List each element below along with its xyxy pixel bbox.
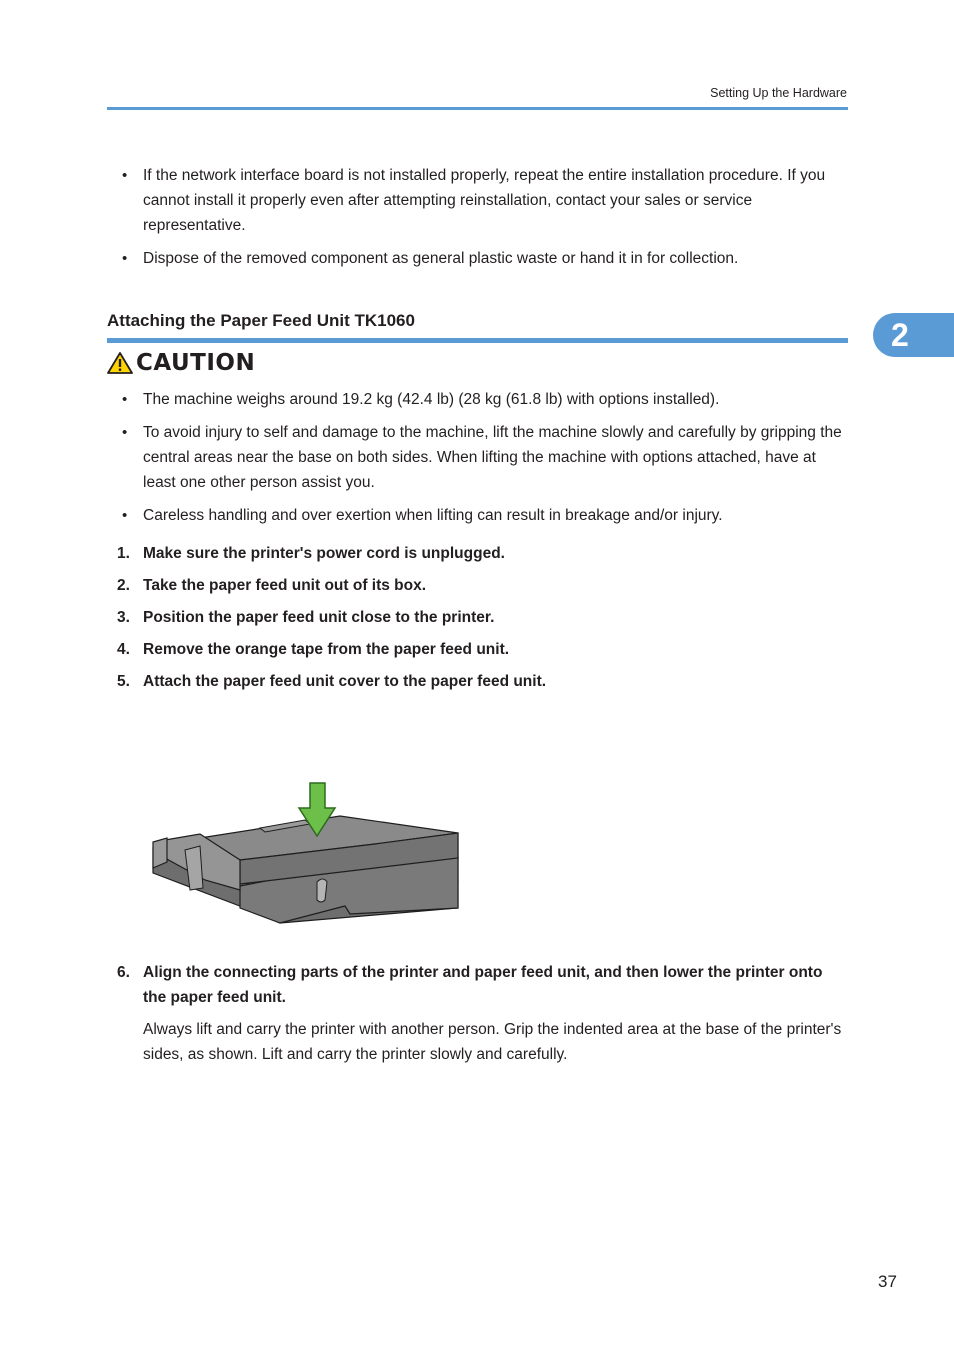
note-text: If the network interface board is not installed properly, repeat the entire installation procedure. If you cannot install it properly even after attempting reinstallation, contact your sales or service representative. bbox=[143, 167, 826, 234]
caution-item bbox=[107, 503, 848, 528]
note-text: Dispose of the removed component as general plastic waste or hand it in for collection. bbox=[143, 250, 739, 267]
running-header: Setting Up the Hardware bbox=[710, 86, 847, 100]
step-number: 2. bbox=[117, 577, 130, 594]
bullet-icon: • bbox=[122, 424, 128, 441]
step-item bbox=[107, 669, 848, 694]
caution-heading bbox=[107, 350, 255, 376]
step-text: Remove the orange tape from the paper feed unit. bbox=[143, 641, 510, 658]
bullet-icon: • bbox=[122, 167, 128, 184]
chapter-tab: 2 bbox=[873, 313, 954, 357]
caution-list bbox=[107, 387, 848, 536]
caution-text: Careless handling and over exertion when lifting can result in breakage and/or injury. bbox=[143, 507, 723, 524]
step-number: 4. bbox=[117, 641, 130, 658]
caution-label: CAUTION bbox=[136, 350, 256, 376]
step-text: Take the paper feed unit out of its box. bbox=[143, 577, 427, 594]
step-item bbox=[107, 573, 848, 598]
bullet-icon: • bbox=[122, 250, 128, 267]
note-item bbox=[107, 163, 848, 238]
caution-item bbox=[107, 420, 848, 495]
step-text: Position the paper feed unit close to the printer. bbox=[143, 609, 495, 626]
caution-item bbox=[107, 387, 848, 412]
warning-triangle-icon bbox=[107, 351, 133, 375]
step-number: 6. bbox=[117, 964, 130, 981]
step-item bbox=[107, 541, 848, 566]
step-item bbox=[107, 605, 848, 630]
notes-list bbox=[107, 163, 848, 279]
bullet-icon: • bbox=[122, 507, 128, 524]
step-item bbox=[107, 960, 848, 1010]
step-text: Align the connecting parts of the printer and paper feed unit, and then lower the printer onto the paper feed unit. bbox=[143, 964, 823, 1006]
steps-list bbox=[107, 541, 848, 701]
step-text: Make sure the printer's power cord is unplugged. bbox=[143, 545, 505, 562]
step-6 bbox=[107, 960, 848, 1067]
step-item bbox=[107, 637, 848, 662]
header-rule bbox=[107, 107, 848, 110]
step-number: 5. bbox=[117, 673, 130, 690]
step-number: 3. bbox=[117, 609, 130, 626]
step-number: 1. bbox=[117, 545, 130, 562]
section-rule bbox=[107, 338, 848, 343]
paper-feed-unit-illustration bbox=[145, 778, 465, 928]
step-text: Attach the paper feed unit cover to the paper feed unit. bbox=[143, 673, 547, 690]
step-detail: Always lift and carry the printer with another person. Grip the indented area at the base of the printer's sides, as shown. Lift and carry the printer slowly and carefully. bbox=[143, 1021, 842, 1063]
caution-text: To avoid injury to self and damage to the machine, lift the machine slowly and carefully by gripping the central areas near the base on both sides. When lifting the machine with options attached, have at least one other person assist you. bbox=[143, 424, 842, 491]
caution-text: The machine weighs around 19.2 kg (42.4 lb) (28 kg (61.8 lb) with options installed). bbox=[143, 391, 720, 408]
section-title: Attaching the Paper Feed Unit TK1060 bbox=[107, 311, 415, 330]
page-number: 37 bbox=[878, 1272, 897, 1291]
bullet-icon: • bbox=[122, 391, 128, 408]
note-item bbox=[107, 246, 848, 271]
